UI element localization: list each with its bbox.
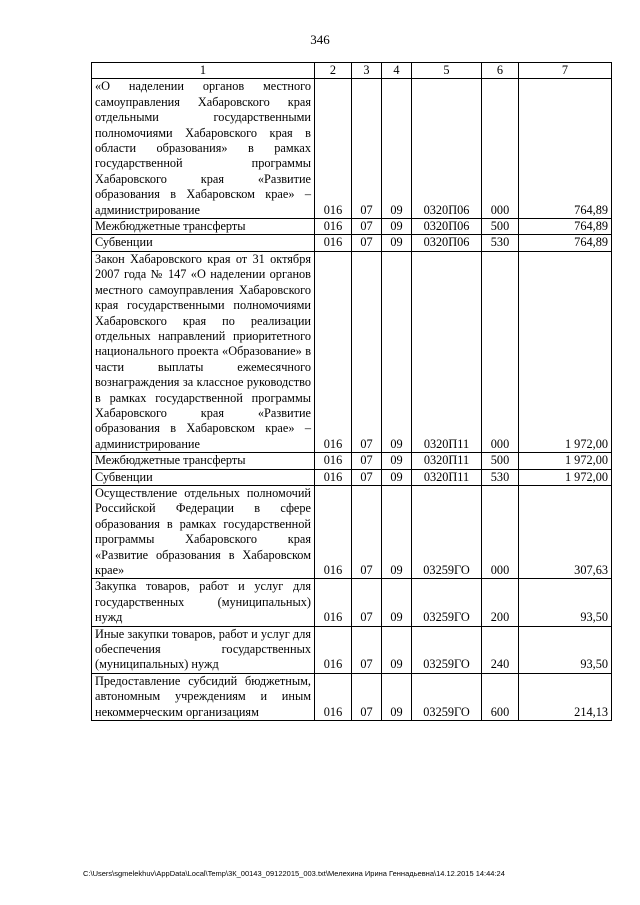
row-ministry-code: 016	[315, 626, 352, 673]
row-section-code: 07	[352, 79, 382, 219]
table-row	[92, 485, 612, 578]
row-section-code: 07	[352, 485, 382, 578]
row-expense-type: 530	[482, 235, 519, 251]
row-expense-type: 240	[482, 626, 519, 673]
row-name: Предоставление субсидий бюджетным, автономным учреждениям и иным некоммерческим организациям	[92, 673, 315, 720]
header-col-7: 7	[519, 63, 612, 79]
page-number: 346	[310, 32, 330, 47]
table-row	[92, 673, 612, 720]
table-row	[92, 579, 612, 626]
row-expense-type: 000	[482, 485, 519, 578]
row-amount: 764,89	[519, 235, 612, 251]
header-col-6: 6	[482, 63, 519, 79]
row-ministry-code: 016	[315, 469, 352, 485]
header-col-4: 4	[382, 63, 412, 79]
row-section-code: 07	[352, 251, 382, 452]
row-expense-type: 000	[482, 251, 519, 452]
file-path-footer: C:\Users\sgmelekhuv\AppData\Local\Temp\3К_00143_09122015_003.txt\Мелехина Ирина Геннадьевна\14.12.2015 14:44:24	[83, 869, 505, 878]
row-amount: 764,89	[519, 219, 612, 235]
row-amount: 214,13	[519, 673, 612, 720]
header-col-5: 5	[412, 63, 482, 79]
row-section-code: 07	[352, 673, 382, 720]
table-row	[92, 235, 612, 251]
row-name: Закупка товаров, работ и услуг для государственных (муниципальных) нужд	[92, 579, 315, 626]
header-col-3: 3	[352, 63, 382, 79]
row-expense-type: 600	[482, 673, 519, 720]
row-expense-type: 000	[482, 79, 519, 219]
row-target-article: 0320П11	[412, 453, 482, 469]
row-amount: 1 972,00	[519, 251, 612, 452]
row-target-article: 03259ГО	[412, 673, 482, 720]
row-target-article: 0320П06	[412, 235, 482, 251]
row-name: Осуществление отдельных полномочий Российской Федерации в сфере образования в рамках государственной программы Хабаровского края «Развитие образования в Хабаровском крае»	[92, 485, 315, 578]
row-ministry-code: 016	[315, 453, 352, 469]
row-section-code: 07	[352, 626, 382, 673]
row-ministry-code: 016	[315, 673, 352, 720]
row-subsection-code: 09	[382, 469, 412, 485]
row-subsection-code: 09	[382, 485, 412, 578]
row-name: Субвенции	[92, 235, 315, 251]
table-row	[92, 453, 612, 469]
header-row	[92, 63, 612, 79]
row-section-code: 07	[352, 219, 382, 235]
header-col-2: 2	[315, 63, 352, 79]
row-subsection-code: 09	[382, 251, 412, 452]
row-expense-type: 500	[482, 453, 519, 469]
table-row	[92, 219, 612, 235]
row-amount: 93,50	[519, 579, 612, 626]
row-section-code: 07	[352, 579, 382, 626]
row-section-code: 07	[352, 453, 382, 469]
header-col-1: 1	[92, 63, 315, 79]
row-name: Межбюджетные трансферты	[92, 453, 315, 469]
row-section-code: 07	[352, 469, 382, 485]
row-amount: 764,89	[519, 79, 612, 219]
row-section-code: 07	[352, 235, 382, 251]
row-target-article: 03259ГО	[412, 626, 482, 673]
row-target-article: 0320П06	[412, 79, 482, 219]
row-subsection-code: 09	[382, 453, 412, 469]
row-name: Субвенции	[92, 469, 315, 485]
row-target-article: 03259ГО	[412, 485, 482, 578]
row-subsection-code: 09	[382, 219, 412, 235]
table-row	[92, 79, 612, 219]
row-ministry-code: 016	[315, 235, 352, 251]
row-target-article: 0320П11	[412, 469, 482, 485]
row-ministry-code: 016	[315, 79, 352, 219]
row-ministry-code: 016	[315, 219, 352, 235]
table-row	[92, 626, 612, 673]
row-expense-type: 530	[482, 469, 519, 485]
row-target-article: 0320П11	[412, 251, 482, 452]
table-row	[92, 469, 612, 485]
budget-table	[91, 62, 612, 721]
row-amount: 1 972,00	[519, 453, 612, 469]
row-amount: 93,50	[519, 626, 612, 673]
row-ministry-code: 016	[315, 251, 352, 452]
row-name: «О наделении органов местного самоуправления Хабаровского края отдельными государственными полномочиями Хабаровского края в области образования» в рамках государственной программы Хабаровского края «Развитие образования в Хабаровском крае» – администрирование	[92, 79, 315, 219]
row-subsection-code: 09	[382, 673, 412, 720]
row-expense-type: 200	[482, 579, 519, 626]
row-ministry-code: 016	[315, 579, 352, 626]
row-name: Закон Хабаровского края от 31 октября 2007 года № 147 «О наделении органов местного самоуправления Хабаровского края государственными полномочиями Хабаровского края по реализации отдельных направлений приоритетного национального проекта «Образование» в части выплаты ежемесячного вознаграждения за классное руководство в рамках государственной программы Хабаровского края «Развитие образования в Хабаровском крае» – администрирование	[92, 251, 315, 452]
row-subsection-code: 09	[382, 79, 412, 219]
row-subsection-code: 09	[382, 235, 412, 251]
row-subsection-code: 09	[382, 579, 412, 626]
table-row	[92, 251, 612, 452]
row-target-article: 03259ГО	[412, 579, 482, 626]
row-subsection-code: 09	[382, 626, 412, 673]
row-name: Иные закупки товаров, работ и услуг для обеспечения государственных (муниципальных) нужд	[92, 626, 315, 673]
row-amount: 307,63	[519, 485, 612, 578]
row-expense-type: 500	[482, 219, 519, 235]
row-ministry-code: 016	[315, 485, 352, 578]
row-target-article: 0320П06	[412, 219, 482, 235]
row-name: Межбюджетные трансферты	[92, 219, 315, 235]
row-amount: 1 972,00	[519, 469, 612, 485]
